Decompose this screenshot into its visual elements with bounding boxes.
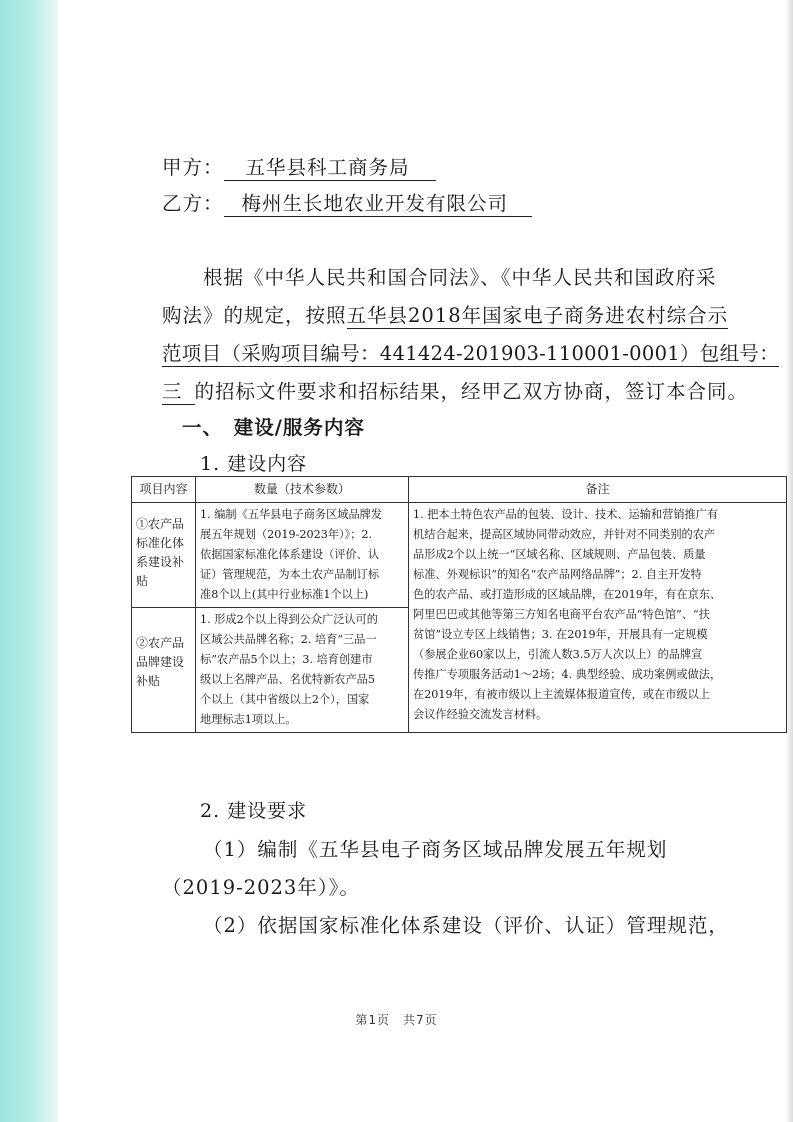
table-row <box>132 503 787 608</box>
project-number-underlined: 范项目（采购项目编号：441424-201903-110001-0001）包组号： <box>162 342 780 365</box>
row-2-qty-line: 区域公共品牌名称；2. 培育“三品一 <box>200 633 377 646</box>
note-line: （参展企业60家以上，引流人数3.5万人次以上）的品牌宣 <box>413 648 703 661</box>
party-a-line <box>162 152 436 181</box>
row-1-qty-line: 展五年规划（2019-2023年）》；2. <box>200 528 373 541</box>
row-2-qty-line: 地理标志1项以上。 <box>200 713 297 726</box>
table-header-row <box>132 477 787 503</box>
row-1-qty-line: 证）管理规范，为本土农产品制订标 <box>200 568 380 581</box>
note-line: 品形成2个以上统一“区域名称、区域规则、产品包装、质量 <box>413 548 706 561</box>
header-item: 项目内容 <box>132 477 196 503</box>
project-name-underlined: 五华县2018年国家电子商务进农村综合示 <box>346 304 729 327</box>
intro-line-2 <box>162 300 728 328</box>
scan-edge-strip <box>0 0 58 1122</box>
lot-number-underlined: 三 <box>162 380 195 405</box>
row-1-item: ①农产品标准化体系建设补贴 <box>132 503 196 608</box>
note-line: 标准、外观标识”的知名“农产品网络品牌”；2. 自主开发特 <box>413 568 702 581</box>
note-line: 传推广专项服务活动1～2场；4. 典型经验、成功案例或做法， <box>413 668 722 681</box>
header-notes: 备注 <box>409 477 787 503</box>
intro-line-1: 根据《中华人民共和国合同法》、《中华人民共和国政府采 <box>203 266 717 289</box>
party-b-line <box>162 188 532 217</box>
intro-line-2-prefix: 购法》的规定，按照 <box>162 304 347 327</box>
note-line: 在2019年，有被市级以上主流媒体报道宣传，或在市级以上 <box>413 688 710 701</box>
row-1-qty-line: 1. 编制《五华县电子商务区域品牌发 <box>200 508 383 521</box>
party-a-label: 甲方： <box>162 156 224 179</box>
subheading-construction-content: 1. 建设内容 <box>200 453 308 475</box>
note-line: 贫馆”设立专区上线销售；3. 在2019年，开展具有一定规模 <box>413 628 708 641</box>
requirement-2-line-1: （2）依据国家标准化体系建设（评价、认证）管理规范， <box>203 914 729 937</box>
row-2-qty-line: 1. 形成2个以上得到公众广泛认可的 <box>200 613 378 626</box>
intro-line-4 <box>162 376 748 404</box>
party-b-label: 乙方： <box>162 192 224 215</box>
row-2-quantity <box>196 608 409 733</box>
row-2-qty-line: 级以上名牌产品、名优特新农产品5 <box>200 673 375 686</box>
notes-cell <box>409 503 787 733</box>
note-line: 会议作经验交流发言材料。 <box>413 708 548 721</box>
party-a-value: 五华县科工商务局 <box>224 152 436 181</box>
row-1-qty-line: 准8个以上(其中行业标准1个以上) <box>200 588 369 601</box>
intro-line-3 <box>162 338 779 366</box>
header-quantity: 数量（技术参数） <box>196 477 409 503</box>
note-line: 机结合起来，提高区域协同带动效应，并针对不同类别的农产 <box>413 528 716 541</box>
requirement-1-line-1: （1）编制《五华县电子商务区域品牌发展五年规划 <box>203 838 668 861</box>
intro-line-4-rest: 的招标文件要求和招标结果，经甲乙双方协商，签订本合同。 <box>194 380 749 403</box>
row-1-quantity <box>196 503 409 608</box>
note-line: 1. 把本土特色农产品的包装、设计、技术、运输和营销推广有 <box>413 508 719 521</box>
row-2-item: ②农产品品牌建设补贴 <box>132 608 196 733</box>
page-number: 第1页 共7页 <box>355 1013 438 1027</box>
subheading-construction-requirements: 2. 建设要求 <box>200 800 308 822</box>
note-line: 色的农产品、或打造形成的区域品牌，在2019年，有在京东、 <box>413 588 722 601</box>
requirement-1-line-2: （2019-2023年）》。 <box>162 876 360 899</box>
construction-content-table <box>131 476 787 733</box>
row-1-qty-line: 依据国家标准化体系建设（评价、认 <box>200 548 380 561</box>
section-heading-1: 一、 建设/服务内容 <box>182 416 365 439</box>
row-2-qty-line: 个以上（其中省级以上2个），国家 <box>200 693 370 706</box>
party-b-value: 梅州生长地农业开发有限公司 <box>224 188 532 217</box>
note-line: 阿里巴巴或其他等第三方知名电商平台农产品“特色馆”、“扶 <box>413 608 710 621</box>
row-2-qty-line: 标”农产品5个以上；3. 培育创建市 <box>200 653 373 666</box>
